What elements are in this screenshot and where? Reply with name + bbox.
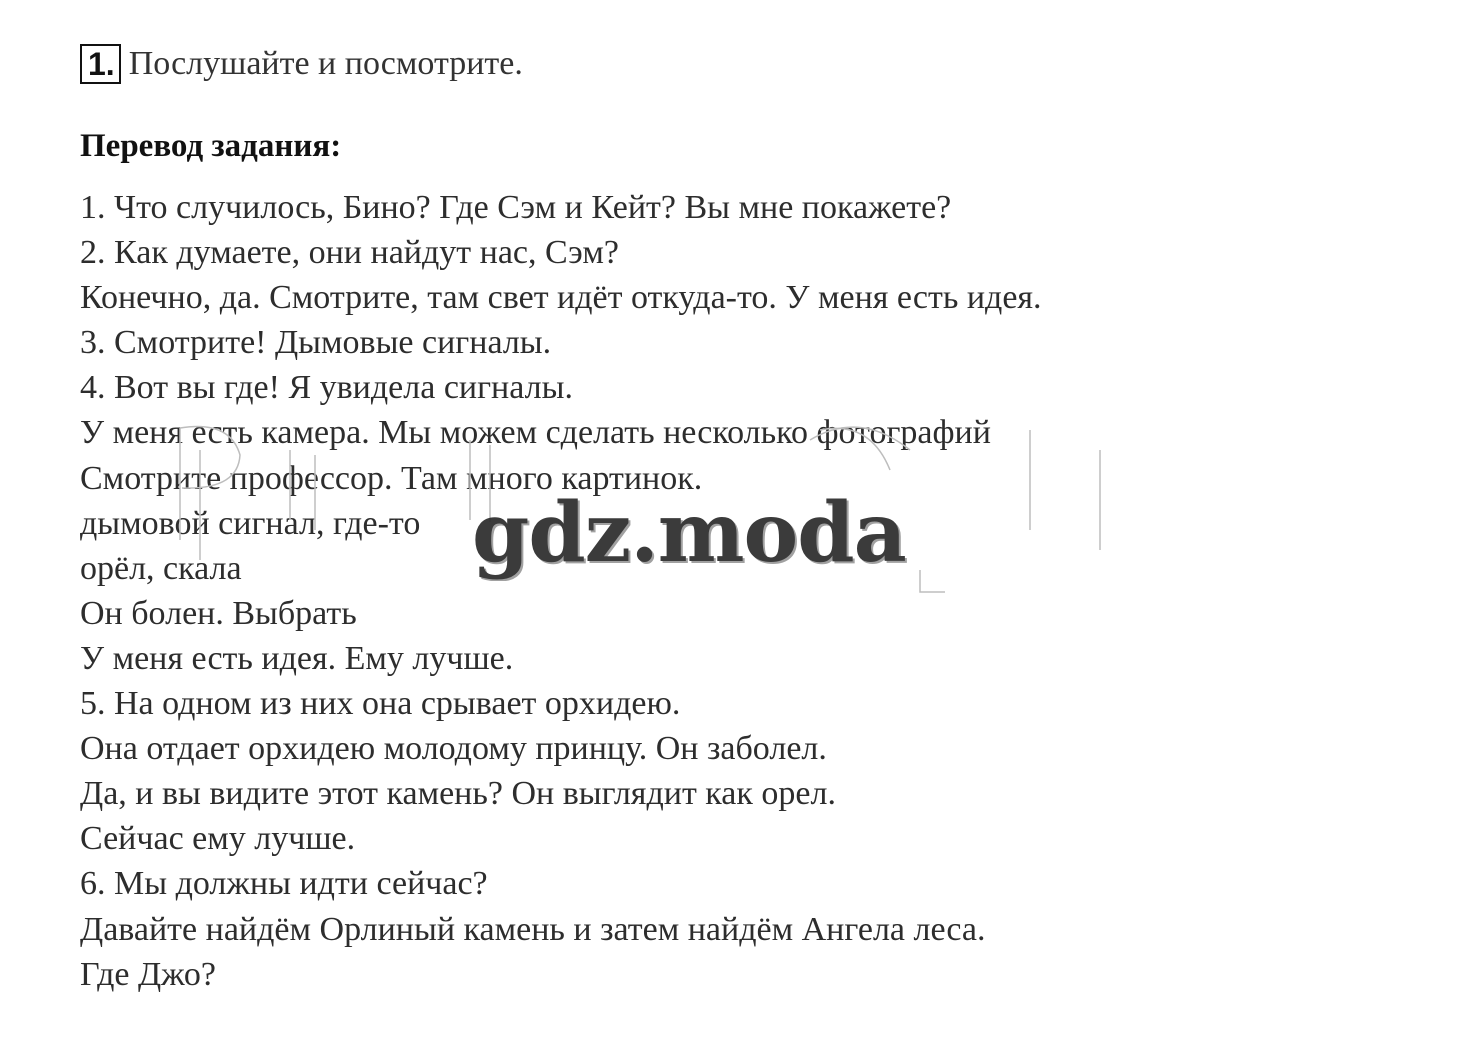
task-header [80,42,523,86]
translation-line: Он болен. Выбрать [80,594,357,632]
translation-line: орёл, скала [80,549,242,587]
section-title: Перевод задания: [80,128,342,164]
task-number-box: 1. [80,44,121,84]
task-instruction: Послушайте и посмотрите. [128,45,523,82]
translation-line: 3. Смотрите! Дымовые сигналы. [80,324,552,362]
translation-line: дымовой сигнал, где-то [80,504,421,542]
translation-line: 1. Что случилось, Бино? Где Сэм и Кейт? Вы мне покажете? [80,189,952,226]
translation-line: Конечно, да. Смотрите, там свет идёт откуда-то. У меня есть идея. [80,279,1042,317]
translation-line: 4. Вот вы где! Я увидела сигналы. [80,369,573,407]
translation-line: Она отдает орхидею молодому принцу. Он заболел. [80,730,827,768]
translation-line: У меня есть идея. Ему лучше. [80,639,514,677]
translation-line: 6. Мы должны идти сейчас? [80,865,488,903]
translation-line: Сейчас ему лучше. [80,820,356,858]
translation-lines [80,185,1042,997]
translation-line: Да, и вы видите этот камень? Он выглядит как орел. [80,775,836,813]
translation-line: Где Джо? [80,955,216,993]
translation-line: Давайте найдём Орлиный камень и затем найдём Ангела леса. [80,910,986,948]
watermark-logo: gdz.moda [472,485,906,581]
translation-line: У меня есть камера. Мы можем сделать несколько фотографий [80,414,991,452]
translation-line: 5. На одном из них она срывает орхидею. [80,685,681,723]
translation-line: Смотрите профессор. Там много картинок. [80,459,703,497]
translation-line: 2. Как думаете, они найдут нас, Сэм? [80,234,620,272]
